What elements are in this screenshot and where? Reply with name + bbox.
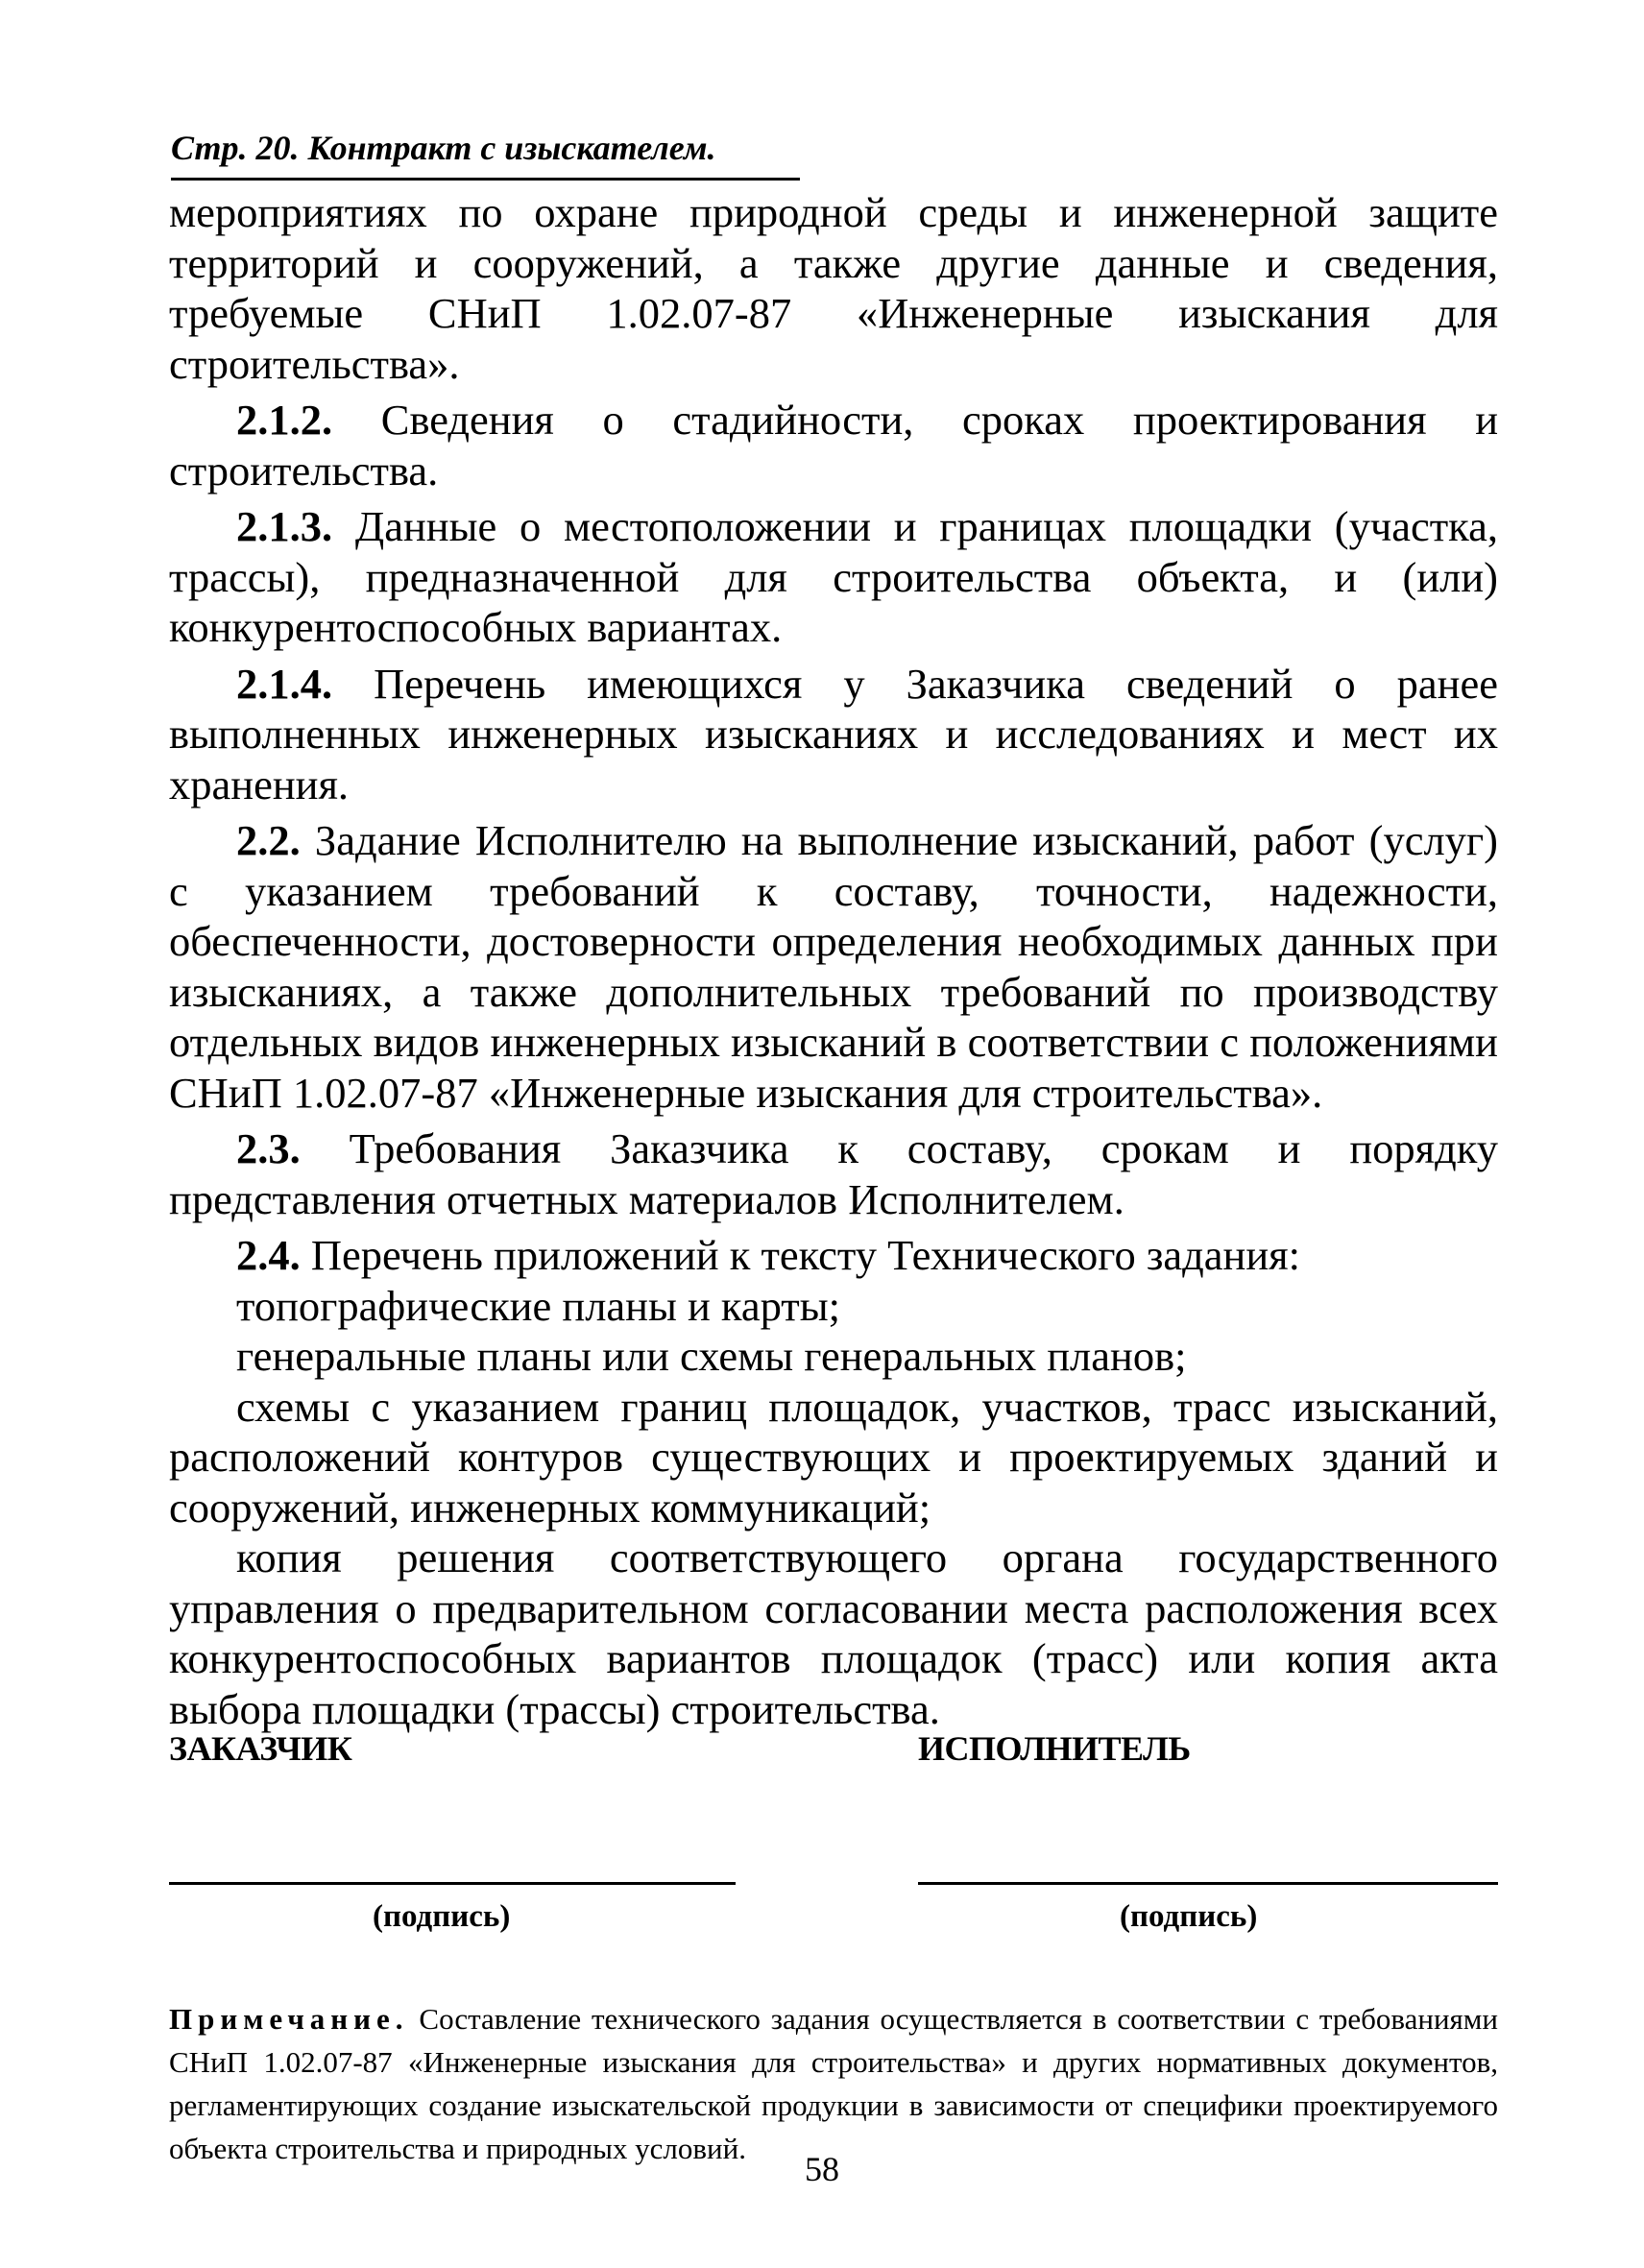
clause-2-1-4 (169, 659, 1498, 810)
customer-signature-line (169, 1882, 736, 1885)
footnote-lead: Примечание. (169, 2002, 409, 2036)
contractor-signature-caption: (подпись) (1120, 1899, 1258, 1934)
clause-text: Требования Заказчика к составу, срокам и порядку представления отчетных материалов Исполнителем. (169, 1124, 1499, 1223)
list-item: топографические планы и карты; (236, 1281, 840, 1330)
clause-text: Данные о местоположении и границах площадки (участка, трассы), предназначенной для строительства объекта, и (или) конкурентоспособных вариантах. (169, 502, 1499, 651)
running-header: Стр. 20. Контракт с изыскателем. (171, 129, 716, 167)
footnote (169, 1997, 1498, 2170)
clause-number: 2.1.4. (236, 659, 333, 708)
footnote-text: Составление технического задания осуществляется в соответствии с требованиями СНиП 1.02.07-87 «Инженерные изыскания для строительства» и других нормативных документов, регламентирующих создание изыскательской продукции в зависимости от специфики проектируемого объекта строительства и природных условий. (169, 2002, 1499, 2165)
clause-number: 2.2. (236, 816, 301, 864)
clause-text: Перечень приложений к тексту Технического задания: (310, 1231, 1301, 1279)
clause-2-1-3 (169, 501, 1498, 653)
clause-2-4 (169, 1230, 1498, 1281)
contractor-label: ИСПОЛНИТЕЛЬ (918, 1729, 1191, 1768)
list-item-text: копия решения соответствующего органа государственного управления о предварительном согласовании места расположения всех конкурентоспособных вариантов площадок (трасс) или копия акта выбора площадки (трассы) строительства. (169, 1533, 1498, 1733)
clause-2-1-2 (169, 395, 1498, 495)
customer-signature-caption: (подпись) (373, 1899, 511, 1934)
clause-text: Перечень имеющихся у Заказчика сведений о ранее выполненных инженерных изысканиях и исследованиях и мест их хранения. (169, 659, 1499, 808)
clause-number: 2.1.2. (236, 396, 333, 444)
customer-label: ЗАКАЗЧИК (169, 1729, 352, 1768)
contractor-signature-line (918, 1882, 1498, 1885)
clause-number: 2.3. (236, 1124, 301, 1172)
paragraph-continuation: мероприятиях по охране природной среды и инженерной защите территорий и сооружений, а также другие данные и сведения, требуемые СНиП 1.02.07-87 «Инженерные изыскания для строительства». (169, 188, 1498, 388)
page-number: 58 (805, 2150, 839, 2188)
clause-text: Сведения о стадийности, сроках проектирования и строительства. (169, 396, 1499, 495)
list-item (169, 1532, 1498, 1734)
document-body (169, 187, 1498, 1734)
clause-2-3 (169, 1123, 1498, 1224)
clause-text: Задание Исполнителю на выполнение изысканий, работ (услуг) с указанием требований к составу, точности, надежности, обеспеченности, достоверности определения необходимых данных при изысканиях, а также дополнительных требований по производству отдельных видов инженерных изысканий в соответствии с положениями СНиП 1.02.07-87 «Инженерные изыскания для строительства». (169, 816, 1498, 1117)
header-rule (171, 178, 800, 181)
list-item-text: схемы с указанием границ площадок, участков, трасс изысканий, расположений контуров существующих и проектируемых зданий и сооружений, инженерных коммуникаций; (169, 1382, 1498, 1532)
clause-number: 2.1.3. (236, 502, 333, 550)
clause-2-2 (169, 815, 1498, 1118)
clause-number: 2.4. (236, 1231, 301, 1279)
list-item: генеральные планы или схемы генеральных планов; (236, 1332, 1187, 1380)
list-item (169, 1382, 1498, 1533)
